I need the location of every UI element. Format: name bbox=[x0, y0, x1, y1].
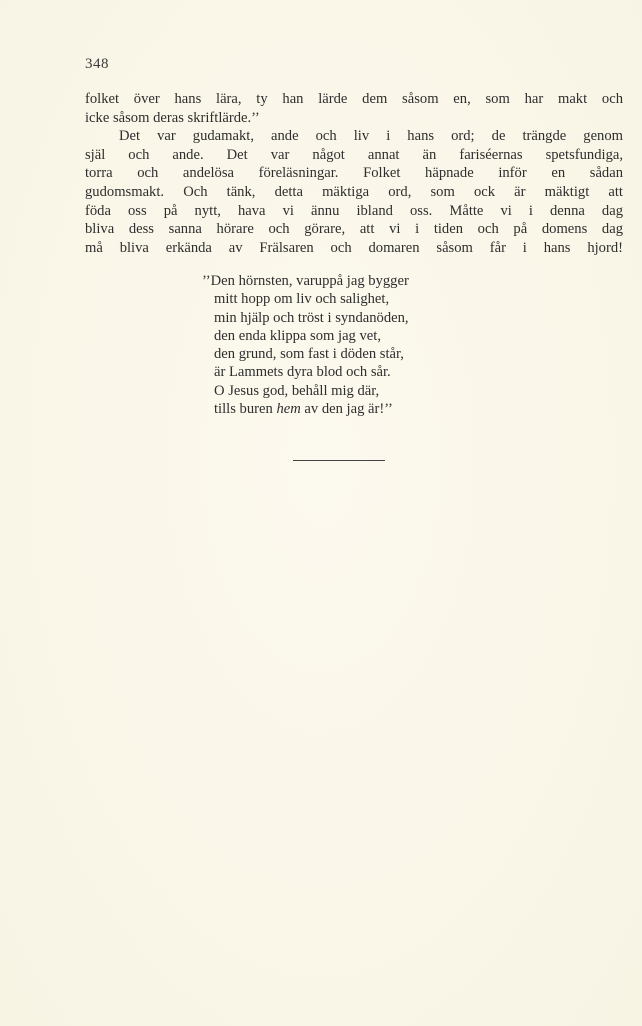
verse-text: av den jag är!’’ bbox=[300, 401, 393, 418]
verse-line-last bbox=[202, 400, 409, 418]
verse-line: O Jesus god, behåll mig där, bbox=[214, 382, 380, 399]
verse-text: tills buren bbox=[214, 401, 277, 418]
prose-line: icke såsom deras skriftlärde.’’ bbox=[85, 109, 260, 126]
prose-line: bliva dess sanna hörare och görare, att vi i tiden och på domens dag bbox=[85, 221, 623, 238]
prose-line: själ och ande. Det var något annat än fariséernas spetsfundiga, bbox=[85, 146, 623, 163]
prose-line: föda oss på nytt, hava vi ännu ibland oss. Måtte vi i denna dag bbox=[85, 202, 623, 219]
hymn-verse bbox=[202, 272, 409, 418]
prose-line: gudomsmakt. Och tänk, detta mäktiga ord, som ock är mäktigt att bbox=[85, 183, 623, 200]
prose-paragraph bbox=[85, 90, 623, 257]
verse-line: min hjälp och tröst i syndanöden, bbox=[214, 309, 409, 326]
verse-line: ’’Den hörnsten, varuppå jag bygger bbox=[202, 273, 409, 289]
verse-emphasis: hem bbox=[276, 401, 301, 418]
verse-line: den grund, som fast i döden står, bbox=[214, 346, 404, 363]
verse-line: mitt hopp om liv och salighet, bbox=[214, 291, 390, 308]
verse-line: den enda klippa som jag vet, bbox=[214, 327, 381, 344]
prose-line: må bliva erkända av Frälsaren och domaren såsom får i hans hjord! bbox=[85, 239, 623, 256]
page-number: 348 bbox=[85, 56, 109, 72]
verse-line: är Lammets dyra blod och sår. bbox=[214, 364, 391, 381]
section-divider bbox=[293, 460, 385, 461]
prose-line: folket över hans lära, ty han lärde dem såsom en, som har makt och bbox=[85, 91, 623, 107]
prose-line: torra och andelösa föreläsningar. Folket häpnade inför en sådan bbox=[85, 165, 623, 182]
prose-line: Det var gudamakt, ande och liv i hans ord; de trängde genom bbox=[119, 128, 623, 145]
